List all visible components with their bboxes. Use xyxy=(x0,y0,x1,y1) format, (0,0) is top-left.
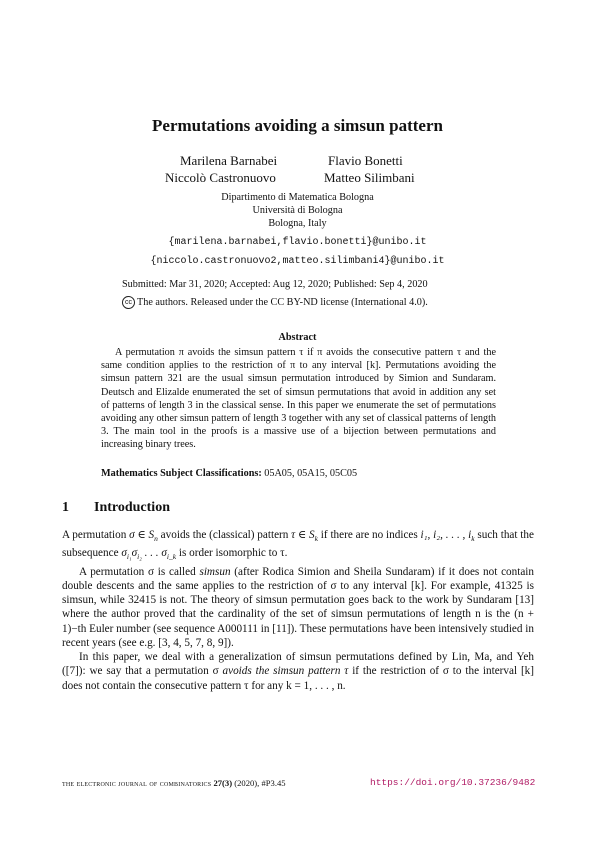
term-avoids-simsun-pattern: avoids the simsun pattern τ xyxy=(222,665,349,678)
affiliation-city: Bologna, Italy xyxy=(268,218,327,229)
math-subscript: i_k xyxy=(166,552,177,562)
abstract-heading: Abstract xyxy=(278,332,317,343)
intro-p1-text: avoids the (classical) pattern xyxy=(157,529,292,541)
author-bonetti: Flavio Bonetti xyxy=(328,153,403,168)
math-subscript: i₁ xyxy=(126,552,132,562)
email-line-1: {marilena.barnabei,flavio.bonetti}@unibo.it xyxy=(168,237,427,248)
license-text: The authors. Released under the CC BY-ND license (International 4.0). xyxy=(137,297,428,308)
intro-p1-text: A permutation xyxy=(62,529,130,541)
affiliation-department: Dipartimento di Matematica Bologna xyxy=(221,192,374,203)
journal-year-article: (2020), #P3.45 xyxy=(234,778,286,788)
journal-name: the electronic journal of combinatorics xyxy=(62,778,212,788)
math-indices: i₁, i₂, . . . , i xyxy=(420,529,472,541)
doi-link[interactable]: https://doi.org/10.37236/9482 xyxy=(370,777,536,788)
section-heading xyxy=(62,500,170,516)
intro-p1-text: such that the subsequence xyxy=(62,529,534,560)
math-tau-in-sk: τ ∈ S xyxy=(291,529,315,541)
intro-paragraph-2 xyxy=(62,565,534,650)
msc-codes: 05A05, 05A15, 05C05 xyxy=(264,468,358,479)
creative-commons-icon: cc xyxy=(122,296,135,309)
math-sigma: σ xyxy=(121,547,127,560)
math-subscript: i₂ xyxy=(137,552,142,562)
introduction-text xyxy=(62,528,534,693)
journal-volume: 27(3) xyxy=(213,778,233,788)
author-barnabei: Marilena Barnabei xyxy=(180,153,278,168)
section-number: 1 xyxy=(62,500,69,515)
intro-p2-text: (after Rodica Simion and Sheila Sundaram) if it does not contain double descents and the same applies to the restriction of σ to any interval [k]. For example, 41325 is simsun, while 32415 is not. The theory of simsun permutation goes back to the work by Sundaram [13] where the author proved that the cardinality of the set of simsun permutations of length n is the (n + 1)−th Euler number (see sequence A000111 in [11]). These permutations have been intensively studied in recent years (see e.g. [3, 4, 5, 7, 8, 9]). xyxy=(62,565,534,649)
submission-dates: Submitted: Mar 31, 2020; Accepted: Aug 12, 2020; Published: Sep 4, 2020 xyxy=(122,279,428,290)
license-line xyxy=(122,296,428,309)
intro-paragraph-3 xyxy=(62,650,534,693)
msc-line xyxy=(101,468,357,479)
msc-label: Mathematics Subject Classifications: xyxy=(101,468,262,479)
intro-paragraph-1 xyxy=(62,528,534,565)
term-simsun: simsun xyxy=(199,565,231,578)
affiliation-university: Università di Bologna xyxy=(252,205,343,216)
math-subscript-n: n xyxy=(154,534,158,544)
email-line-2: {niccolo.castronuovo2,matteo.silimbani4}@unibo.it xyxy=(150,256,445,267)
paper-title: Permutations avoiding a simsun pattern xyxy=(152,116,443,135)
section-title: Introduction xyxy=(94,500,170,515)
author-silimbani: Matteo Silimbani xyxy=(324,170,415,185)
intro-p1-text: is order isomorphic to τ. xyxy=(176,547,288,560)
abstract-body: A permutation π avoids the simsun pattern τ if π avoids the consecutive pattern τ and the same condition applies to the restriction of π to any interval [k]. Permutations avoiding the simsun pattern 321 are the usual simsun permutation introduced by Simion and Sundaram. Deutsch and Elizalde enumerated the set of simsun permutations that avoid in addition any set of patterns of length 3 in the classical sense. In this paper we enumerate the set of permutations avoiding any other simsun pattern of length 3 together with any set of classical patterns of length 3. The main tool in the proofs is a massive use of a bijection between permutations and increasing binary trees. xyxy=(101,347,496,451)
math-sigma: . . . σ xyxy=(141,547,167,560)
intro-p3-text: if the restriction of σ to the interval [k] does not contain the consecutive pattern τ for any k = 1, . . . , n. xyxy=(62,665,535,692)
intro-p2-text: A permutation σ is called xyxy=(79,565,200,578)
intro-p3-text: In this paper, we deal with a generalization of simsun permutations defined by Lin, Ma, and Yeh ([7]): we say that a permutation σ xyxy=(62,651,534,678)
footer-citation xyxy=(62,778,286,788)
math-sigma-in-sn: σ ∈ S xyxy=(129,529,155,541)
math-subscript-k: k xyxy=(314,534,318,544)
math-subscript-k: k xyxy=(471,534,475,544)
intro-p1-text: if there are no indices xyxy=(318,529,421,541)
author-castronuovo: Niccolò Castronuovo xyxy=(165,170,276,185)
math-sigma: σ xyxy=(131,547,138,560)
